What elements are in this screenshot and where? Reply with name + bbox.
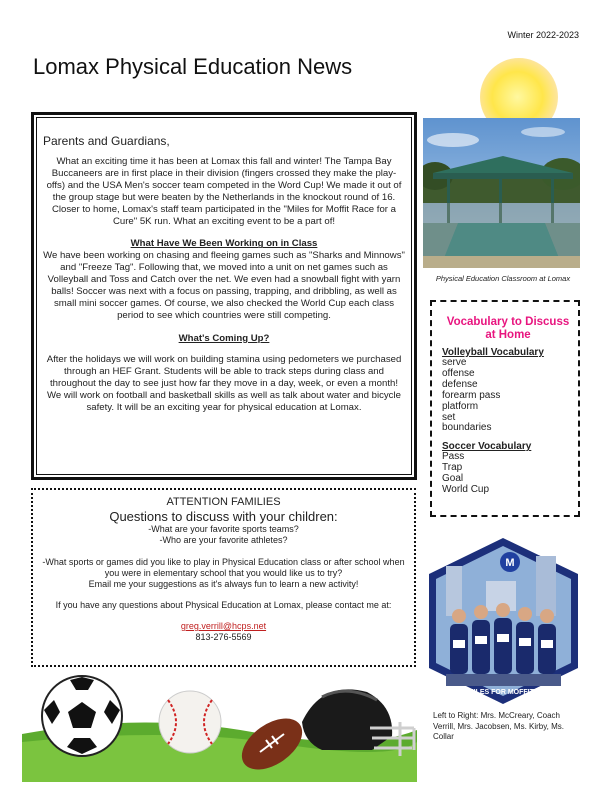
staff-photo-caption: Left to Right: Mrs. McCreary, Coach Verrill, Mrs. Jacobsen, Ms. Kirby, Ms. Collar xyxy=(433,711,564,741)
class-work-paragraph: We have been working on chasing and fleeing games such as "Sharks and Minnows" and "Freeze Tag". Following that, we moved into a unit on net games such as Volleyball and Toss and Catch over the net. We even had a snowball fight with yarn balls! Soccer was next with a focus on passing, trapping, and dribbling, as well as small mini soccer games. Of course, we also checked the World Cup each class period to see which countries were still competing. xyxy=(43,250,405,321)
vocab-item: serve xyxy=(442,357,467,368)
vocab-item: Trap xyxy=(442,462,463,474)
vocabulary-box xyxy=(430,300,580,517)
vocab-item: set xyxy=(442,411,456,423)
coming-up-heading: What's Coming Up? xyxy=(178,332,270,344)
vocab-item: Goal xyxy=(442,473,464,485)
contact-email-link[interactable]: greg.verrill@hcps.net xyxy=(180,621,267,631)
vocab-item: Pass xyxy=(442,451,465,463)
question-teams: -What are your favorite sports teams? xyxy=(148,524,299,534)
email-suggestion: Email me your suggestions as it's always fun to learn a new activity! xyxy=(88,579,359,589)
vocabulary-title: Vocabulary to Discuss at Home xyxy=(446,316,570,341)
sports-balls-graphic xyxy=(22,672,417,782)
miles-for-moffitt-banner: MILES FOR MOFFITT xyxy=(467,689,539,696)
contact-text: If you have any questions about Physical Education at Lomax, please contact me at: xyxy=(55,600,392,610)
class-work-heading: What Have We Been Working on in Class xyxy=(130,238,318,250)
season-label: Winter 2022-2023 xyxy=(507,30,579,40)
newsletter-title: Lomax Physical Education News xyxy=(33,54,353,79)
pe-classroom-photo xyxy=(423,118,580,268)
volleyball-vocab-heading: Volleyball Vocabulary xyxy=(442,347,544,358)
contact-phone: 813-276-5569 xyxy=(195,632,252,642)
vocab-item: forearm pass xyxy=(442,389,501,401)
vocab-item: defense xyxy=(442,378,478,390)
greeting: Parents and Guardians, xyxy=(43,134,170,148)
question-sports: -What sports or games did you like to play in Physical Education class or after school when you were in elementary school that you would like us to try? xyxy=(42,557,405,578)
attention-subtitle: Questions to discuss with your children: xyxy=(109,509,338,524)
attention-title: ATTENTION FAMILIES xyxy=(166,496,281,508)
coming-up-paragraph: After the holidays we will work on building stamina using pedometers we purchased through an HEF Grant. Students will be able to track steps during class and throughout the day to see just how far they move in a day, week, or even a month! We will work on football and basketball skills as well as talk about water and bicycle safety. It will be an exciting year for physical education at Lomax. xyxy=(46,353,402,413)
intro-paragraph: What an exciting time it has been at Lomax this fall and winter! The Tampa Bay Buccaneers are in first place in their division (fingers crossed they make the play-offs) and the USA Men's soccer team competed in the Word Cup! We made it out of the group stage but were beaten by the Netherlands in the knockout round of 16. Closer to home, Lomax's staff team participated in the "Miles for Moffit Race for a Cure" 5K run. What an exciting event to be a part of! xyxy=(46,156,402,227)
svg-text:M: M xyxy=(505,557,515,569)
baseball-icon xyxy=(159,691,221,753)
vocab-item: World Cup xyxy=(442,484,490,496)
vocab-item: offense xyxy=(442,367,475,379)
pe-classroom-caption: Physical Education Classroom at Lomax xyxy=(435,274,571,283)
letter-box xyxy=(31,112,417,480)
vocab-item: boundaries xyxy=(442,422,492,434)
soccer-ball-icon xyxy=(42,676,122,756)
soccer-vocab-heading: Soccer Vocabulary xyxy=(442,441,532,453)
attention-families-box xyxy=(31,488,416,667)
question-athletes: -Who are your favorite athletes? xyxy=(159,535,288,545)
vocab-item: platform xyxy=(442,400,479,412)
staff-team-photo xyxy=(426,536,581,706)
